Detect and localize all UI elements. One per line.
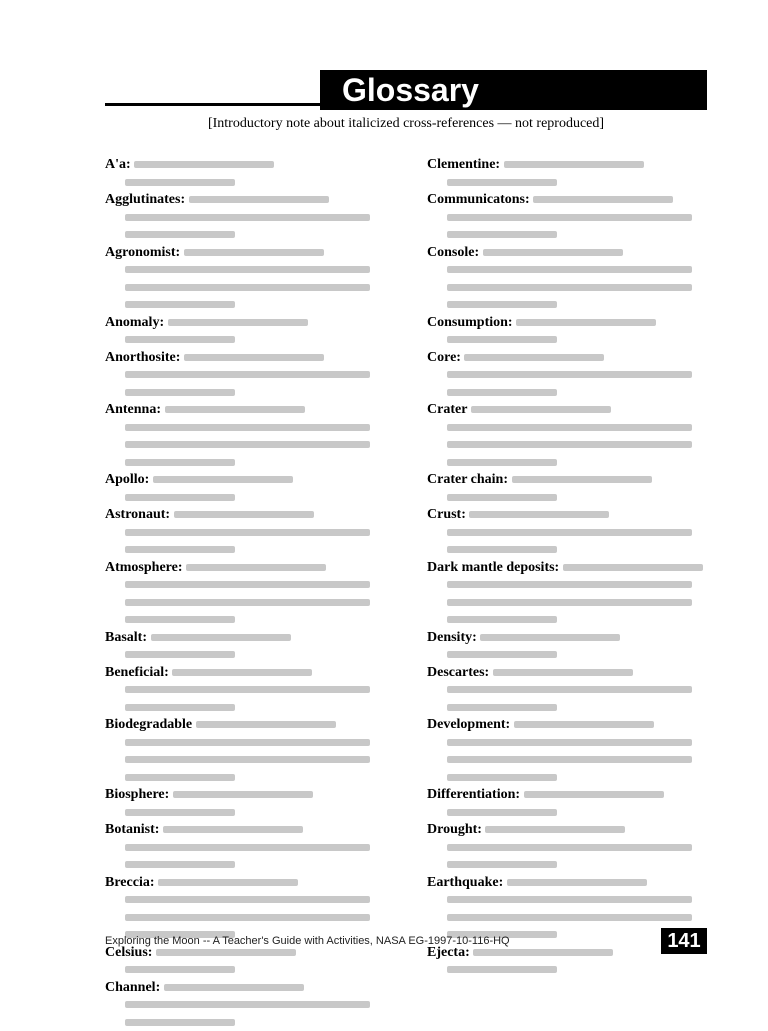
definition-placeholder-line xyxy=(471,406,611,413)
definition-placeholder-line xyxy=(125,756,370,763)
definition-placeholder-line xyxy=(125,231,235,238)
glossary-entry xyxy=(105,664,385,717)
definition-placeholder-line xyxy=(151,634,291,641)
definition-placeholder-line xyxy=(184,249,324,256)
definition-placeholder-line xyxy=(447,231,557,238)
glossary-entry xyxy=(105,314,385,349)
definition-placeholder-line xyxy=(125,599,370,606)
definition-placeholder-line xyxy=(125,966,235,973)
definition-placeholder-line xyxy=(447,756,692,763)
definition-placeholder-line xyxy=(125,844,370,851)
definition-placeholder-line xyxy=(173,791,313,798)
definition-placeholder-line xyxy=(186,564,326,571)
definition-placeholder-line xyxy=(447,266,692,273)
definition-placeholder-line xyxy=(447,896,692,903)
definition-placeholder-line xyxy=(447,494,557,501)
definition-placeholder-line xyxy=(485,826,625,833)
definition-placeholder-line xyxy=(533,196,673,203)
definition-placeholder-line xyxy=(524,791,664,798)
glossary-term: Core: xyxy=(427,350,461,365)
glossary-term: Consumption: xyxy=(427,315,513,330)
definition-placeholder-line xyxy=(447,336,557,343)
definition-placeholder-line xyxy=(125,1019,235,1026)
glossary-entry xyxy=(427,821,707,874)
definition-placeholder-line xyxy=(125,581,370,588)
glossary-entry xyxy=(105,471,385,506)
definition-placeholder-line xyxy=(447,546,557,553)
glossary-entry xyxy=(105,716,385,786)
glossary-entry xyxy=(427,664,707,717)
definition-placeholder-line xyxy=(125,739,370,746)
glossary-term: Agronomist: xyxy=(105,245,180,260)
definition-placeholder-line xyxy=(165,406,305,413)
definition-placeholder-line xyxy=(447,371,692,378)
definition-placeholder-line xyxy=(125,1001,370,1008)
definition-placeholder-line xyxy=(196,721,336,728)
definition-placeholder-line xyxy=(125,861,235,868)
definition-placeholder-line xyxy=(163,826,303,833)
definition-placeholder-line xyxy=(134,161,274,168)
definition-placeholder-line xyxy=(507,879,647,886)
glossary-term: Antenna: xyxy=(105,402,161,417)
glossary-term: Atmosphere: xyxy=(105,560,183,575)
definition-placeholder-line xyxy=(125,424,370,431)
definition-placeholder-line xyxy=(447,301,557,308)
definition-placeholder-line xyxy=(512,476,652,483)
definition-placeholder-line xyxy=(125,546,235,553)
definition-placeholder-line xyxy=(125,214,370,221)
definition-placeholder-line xyxy=(174,511,314,518)
glossary-term: A'a: xyxy=(105,157,131,172)
glossary-term: Clementine: xyxy=(427,157,500,172)
glossary-entry xyxy=(105,979,385,1031)
definition-placeholder-line xyxy=(469,511,609,518)
glossary-entry xyxy=(427,716,707,786)
definition-placeholder-line xyxy=(158,879,298,886)
glossary-column-right xyxy=(427,156,707,979)
definition-placeholder-line xyxy=(447,441,692,448)
definition-placeholder-line xyxy=(447,389,557,396)
definition-placeholder-line xyxy=(125,809,235,816)
glossary-term: Crater xyxy=(427,402,467,417)
glossary-term: Density: xyxy=(427,630,477,645)
glossary-term: Development: xyxy=(427,717,510,732)
definition-placeholder-line xyxy=(125,529,370,536)
glossary-entry xyxy=(427,401,707,471)
glossary-term: Biodegradable xyxy=(105,717,192,732)
glossary-term: Anorthosite: xyxy=(105,350,180,365)
glossary-entry xyxy=(105,401,385,471)
glossary-entry xyxy=(105,821,385,874)
glossary-entry xyxy=(105,156,385,191)
definition-placeholder-line xyxy=(483,249,623,256)
glossary-term: Crust: xyxy=(427,507,466,522)
definition-placeholder-line xyxy=(125,284,370,291)
definition-placeholder-line xyxy=(447,284,692,291)
definition-placeholder-line xyxy=(125,896,370,903)
glossary-entry xyxy=(427,349,707,402)
page-number: 141 xyxy=(661,928,707,954)
definition-placeholder-line xyxy=(563,564,703,571)
glossary-term: Earthquake: xyxy=(427,875,503,890)
definition-placeholder-line xyxy=(125,651,235,658)
glossary-entry xyxy=(427,156,707,191)
definition-placeholder-line xyxy=(125,616,235,623)
definition-placeholder-line xyxy=(464,354,604,361)
definition-placeholder-line xyxy=(184,354,324,361)
glossary-term: Botanist: xyxy=(105,822,159,837)
definition-placeholder-line xyxy=(125,686,370,693)
definition-placeholder-line xyxy=(153,476,293,483)
glossary-entry xyxy=(427,244,707,314)
page-title: Glossary xyxy=(320,70,707,110)
definition-placeholder-line xyxy=(447,599,692,606)
glossary-entry xyxy=(105,349,385,402)
glossary-entry xyxy=(105,874,385,944)
glossary-term: Celsius: xyxy=(105,945,152,960)
definition-placeholder-line xyxy=(125,441,370,448)
definition-placeholder-line xyxy=(156,949,296,956)
definition-placeholder-line xyxy=(125,494,235,501)
definition-placeholder-line xyxy=(447,739,692,746)
glossary-entry xyxy=(105,786,385,821)
glossary-entry xyxy=(427,786,707,821)
definition-placeholder-line xyxy=(125,459,235,466)
definition-placeholder-line xyxy=(125,179,235,186)
glossary-entry xyxy=(105,191,385,244)
definition-placeholder-line xyxy=(172,669,312,676)
glossary-entry xyxy=(427,471,707,506)
definition-placeholder-line xyxy=(447,844,692,851)
glossary-term: Console: xyxy=(427,245,479,260)
glossary-term: Breccia: xyxy=(105,875,155,890)
definition-placeholder-line xyxy=(447,459,557,466)
definition-placeholder-line xyxy=(447,774,557,781)
definition-placeholder-line xyxy=(447,686,692,693)
definition-placeholder-line xyxy=(125,389,235,396)
definition-placeholder-line xyxy=(504,161,644,168)
definition-placeholder-line xyxy=(447,581,692,588)
definition-placeholder-line xyxy=(447,616,557,623)
footer-citation: Exploring the Moon -- A Teacher's Guide with Activities, NASA EG-1997-10-116-HQ xyxy=(105,935,645,947)
definition-placeholder-line xyxy=(516,319,656,326)
title-rule xyxy=(105,103,320,106)
glossary-entry xyxy=(105,944,385,979)
glossary-term: Biosphere: xyxy=(105,787,169,802)
glossary-entry xyxy=(427,506,707,559)
glossary-term: Descartes: xyxy=(427,665,489,680)
definition-placeholder-line xyxy=(447,424,692,431)
intro-note: [Introductory note about italicized cross-references — not reproduced] xyxy=(105,116,707,132)
glossary-term: Ejecta: xyxy=(427,945,470,960)
definition-placeholder-line xyxy=(125,266,370,273)
glossary-term: Basalt: xyxy=(105,630,147,645)
definition-placeholder-line xyxy=(164,984,304,991)
definition-placeholder-line xyxy=(125,301,235,308)
glossary-entry xyxy=(427,629,707,664)
definition-placeholder-line xyxy=(125,914,370,921)
definition-placeholder-line xyxy=(473,949,613,956)
glossary-entry xyxy=(105,629,385,664)
definition-placeholder-line xyxy=(447,214,692,221)
definition-placeholder-line xyxy=(447,914,692,921)
definition-placeholder-line xyxy=(447,179,557,186)
definition-placeholder-line xyxy=(125,774,235,781)
glossary-entry xyxy=(427,314,707,349)
glossary-term: Communicatons: xyxy=(427,192,530,207)
definition-placeholder-line xyxy=(480,634,620,641)
glossary-entry xyxy=(427,191,707,244)
definition-placeholder-line xyxy=(514,721,654,728)
glossary-entry xyxy=(427,559,707,629)
definition-placeholder-line xyxy=(493,669,633,676)
glossary-term: Drought: xyxy=(427,822,482,837)
glossary-term: Differentiation: xyxy=(427,787,520,802)
definition-placeholder-line xyxy=(125,704,235,711)
glossary-term: Dark mantle deposits: xyxy=(427,560,559,575)
definition-placeholder-line xyxy=(447,529,692,536)
glossary-term: Astronaut: xyxy=(105,507,170,522)
definition-placeholder-line xyxy=(447,966,557,973)
glossary-term: Apollo: xyxy=(105,472,149,487)
definition-placeholder-line xyxy=(168,319,308,326)
definition-placeholder-line xyxy=(447,704,557,711)
definition-placeholder-line xyxy=(125,371,370,378)
definition-placeholder-line xyxy=(125,336,235,343)
glossary-entry xyxy=(105,244,385,314)
definition-placeholder-line xyxy=(447,809,557,816)
definition-placeholder-line xyxy=(447,861,557,868)
glossary-term: Beneficial: xyxy=(105,665,169,680)
glossary-term: Channel: xyxy=(105,980,160,995)
glossary-term: Anomaly: xyxy=(105,315,164,330)
definition-placeholder-line xyxy=(447,651,557,658)
glossary-entry xyxy=(105,506,385,559)
glossary-column-left xyxy=(105,156,385,1031)
glossary-term: Agglutinates: xyxy=(105,192,185,207)
definition-placeholder-line xyxy=(189,196,329,203)
glossary-term: Crater chain: xyxy=(427,472,508,487)
glossary-entry xyxy=(105,559,385,629)
